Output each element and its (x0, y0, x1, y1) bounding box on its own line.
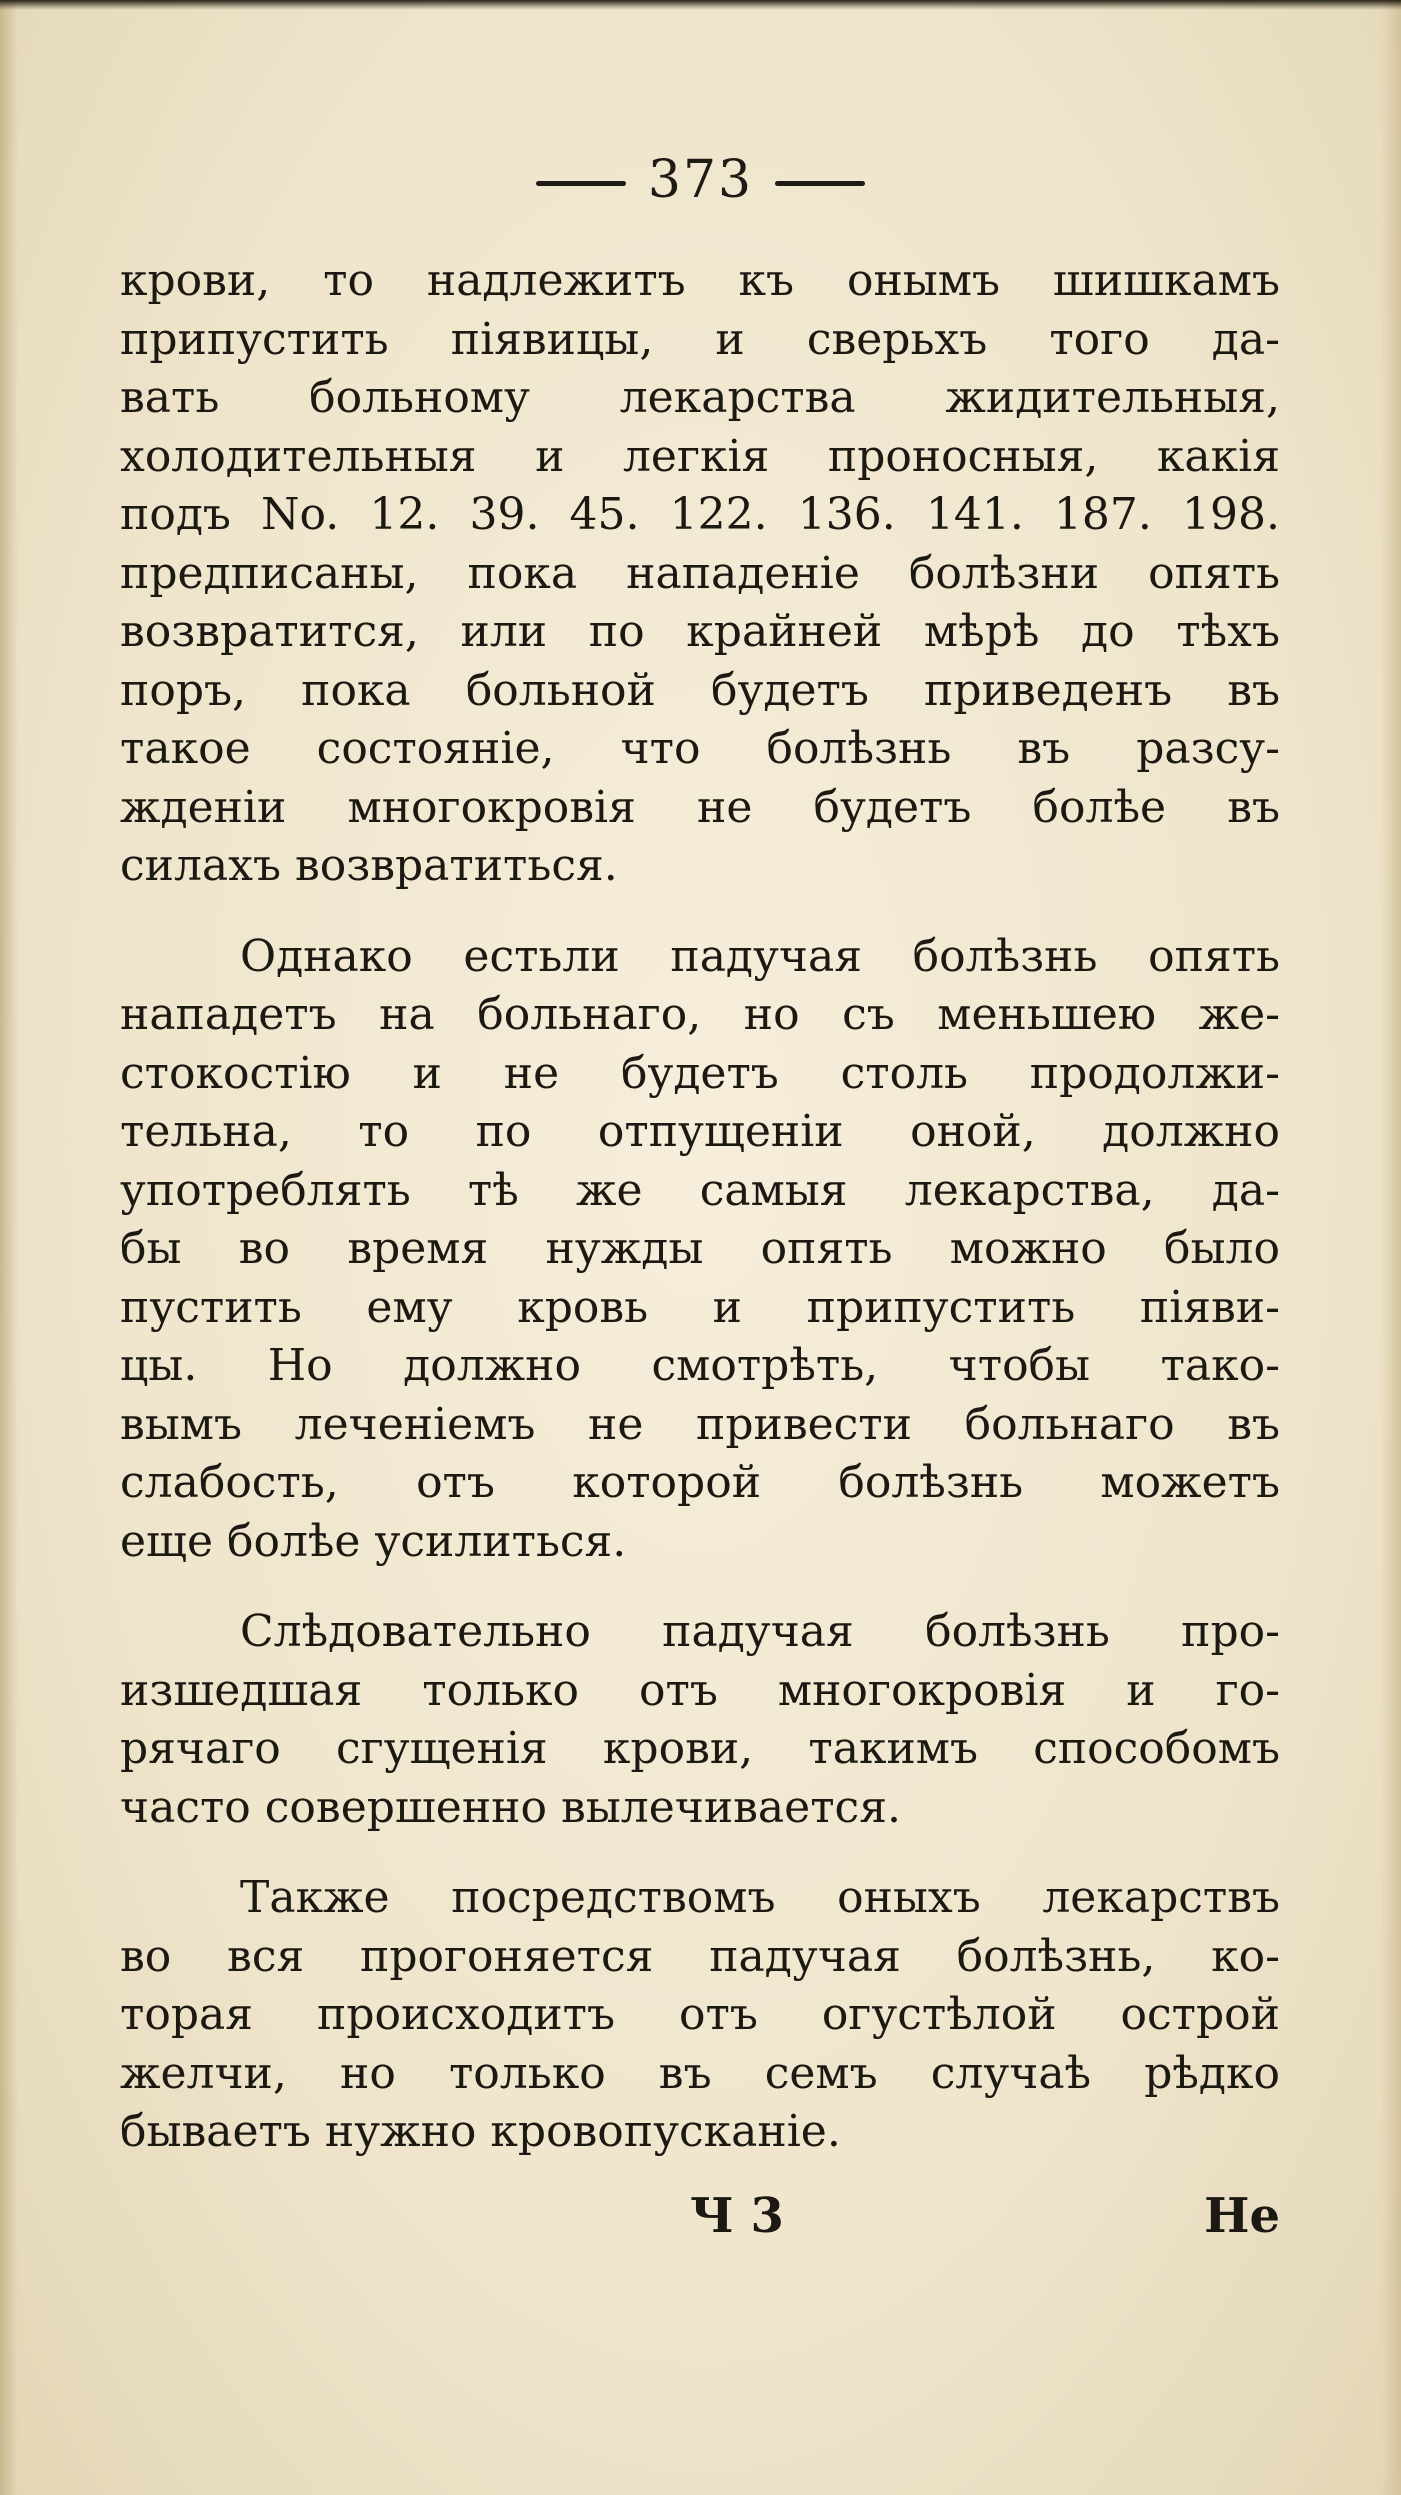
text-line: Слѣдовательно падучая болѣзнь про- (240, 1606, 1280, 1657)
signature-mark: Ч 3 (690, 2188, 784, 2244)
text-line: силахъ возвратиться. (120, 840, 618, 891)
text-line: торая происходитъ отъ огустѣлой острой (120, 1989, 1280, 2040)
text-line: крови, то надлежитъ къ онымъ шишкамъ (120, 255, 1280, 306)
paragraph (120, 1869, 1280, 2162)
text-line: стокостію и не будетъ столь продолжи- (120, 1047, 1280, 1099)
text-line: Однако естьли падучая болѣзнь опять (240, 930, 1280, 982)
text-line: слабость, отъ которой болѣзнь можетъ (120, 1457, 1280, 1508)
text-line: припустить піявицы, и сверьхъ того да- (120, 313, 1280, 365)
text-line: пустить ему кровь и припустить піяви- (120, 1281, 1280, 1333)
header-dash-right (775, 181, 865, 186)
text-line: изшедшая только отъ многокровія и го- (120, 1664, 1280, 1716)
spine-shadow (0, 0, 18, 2495)
text-line: часто совершенно вылечивается. (120, 1781, 901, 1833)
text-line: бы во время нужды опять можно было (120, 1223, 1280, 1274)
text-line: во вся прогоняется падучая болѣзнь, ко- (120, 1930, 1280, 1982)
paragraph (120, 252, 1280, 896)
top-edge-shadow (0, 0, 1401, 10)
text-line: желчи, но только въ семъ случаѣ рѣдко (120, 2047, 1280, 2099)
text-line: цы. Но должно смотрѣть, чтобы тако- (120, 1340, 1280, 1391)
text-line: возвратится, или по крайней мѣрѣ до тѣхъ (120, 606, 1280, 657)
text-line: жденіи многокровія не будетъ болѣе въ (120, 781, 1280, 833)
page-header (0, 150, 1401, 210)
text-line: употреблять тѣ же самыя лекарства, да- (120, 1164, 1280, 1216)
text-line: предписаны, пока нападеніе болѣзни опять (120, 547, 1280, 599)
catchword: Не (1204, 2188, 1280, 2244)
page-edge (1381, 0, 1401, 2495)
text-line: поръ, пока больной будетъ приведенъ въ (120, 664, 1280, 716)
paragraph-gap (120, 896, 1280, 928)
body-text (120, 252, 1280, 2162)
text-line: Также посредствомъ оныхъ лекарствъ (240, 1872, 1280, 1923)
paragraph-gap (120, 1571, 1280, 1603)
text-line: холодительныя и легкія проносныя, какія (120, 430, 1280, 482)
text-line: бываетъ нужно кровопусканіе. (120, 2106, 841, 2157)
paragraph-gap (120, 1837, 1280, 1869)
page-footer (120, 2188, 1280, 2268)
text-line: тельна, то по отпущеніи оной, должно (120, 1106, 1280, 1157)
paragraph (120, 1603, 1280, 1837)
text-line: вымъ леченіемъ не привести больнаго въ (120, 1398, 1280, 1450)
header-dash-left (536, 181, 626, 186)
page-number: 373 (647, 150, 754, 210)
paragraph (120, 928, 1280, 1572)
text-line: еще болѣе усилиться. (120, 1515, 627, 1567)
text-line: нападетъ на больнаго, но съ меньшею же- (120, 989, 1280, 1040)
text-line: такое состояніе, что болѣзнь въ разсу- (120, 723, 1280, 774)
text-line: вать больному лекарства жидительныя, (120, 372, 1280, 423)
text-line: рячаго сгущенія крови, такимъ способомъ (120, 1723, 1280, 1774)
text-line: подъ No. 12. 39. 45. 122. 136. 141. 187. 198. (120, 489, 1280, 540)
